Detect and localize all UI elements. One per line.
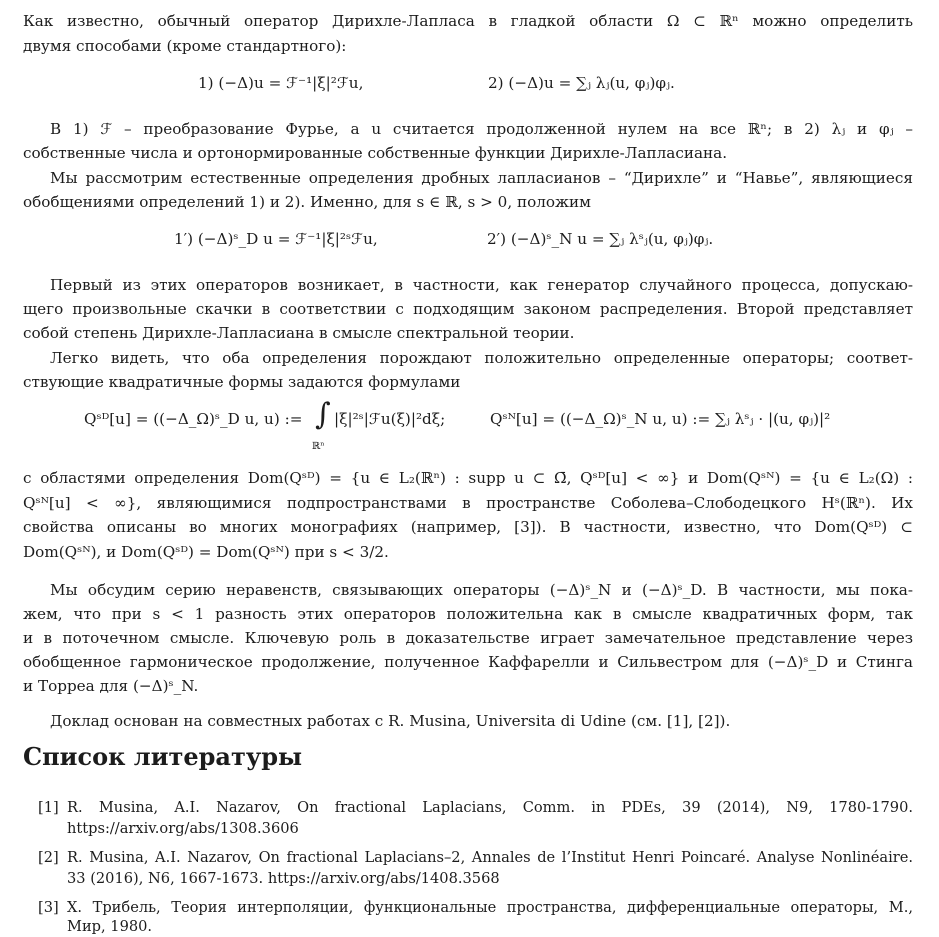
- reference-1-line-2: https://arxiv.org/abs/1308.3606: [67, 820, 299, 837]
- references-heading: Список литературы: [23, 742, 303, 771]
- paragraph-1-line-1: Как известно, обычный оператор Дирихле-Лапласа в гладкой области Ω ⊂ ℝⁿ можно определить: [23, 12, 913, 30]
- paragraph-7-line-1: Мы обсудим серию неравенств, связывающих операторы (−Δ)ˢ_N и (−Δ)ˢ_D. В частности, мы пока-: [50, 581, 913, 599]
- equation-1-right: 2) (−Δ)u = ∑ⱼ λⱼ(u, φⱼ)φⱼ.: [488, 74, 675, 92]
- paragraph-7-line-2: жем, что при s < 1 разность этих операторов положительна как в смысле квадратичных форм, так: [23, 605, 913, 623]
- paragraph-5-line-2: ствующие квадратичные формы задаются формулами: [23, 373, 461, 391]
- paragraph-6-line-3: свойства описаны во многих монографиях (например, [3]). В частности, известно, что Dom(Qˢᴰ) ⊂: [23, 518, 913, 536]
- paragraph-8-line-1: Доклад основан на совместных работах с R. Musina, Universita di Udine (см. [1], [2]).: [50, 712, 731, 730]
- paragraph-2-line-1: В 1) ℱ – преобразование Фурье, а u считается продолженной нулем на все ℝⁿ; в 2) λⱼ и φⱼ –: [50, 120, 913, 138]
- paragraph-4-line-2: щего произвольные скачки в соответствии с подходящим законом распределения. Второй представляет: [23, 300, 913, 318]
- reference-2-line-2: 33 (2016), N6, 1667-1673. https://arxiv.org/abs/1408.3568: [67, 870, 500, 887]
- reference-1-line-1: R. Musina, A.I. Nazarov, On fractional Laplacians, Comm. in PDEs, 39 (2014), N9, 1780-1790.: [67, 799, 913, 816]
- equation-1-left: 1) (−Δ)u = ℱ⁻¹|ξ|²ℱu,: [198, 74, 364, 92]
- reference-1-number: [1]: [38, 799, 59, 816]
- equation-3-integrand: |ξ|²ˢ|ℱu(ξ)|²dξ;: [334, 410, 446, 428]
- paragraph-6-line-1: с областями определения Dom(Qˢᴰ) = {u ∈ L₂(ℝⁿ) : supp u ⊂ Ω̄, Qˢᴰ[u] < ∞} и Dom(Qˢᴺ) = {u ∈ L₂(Ω) :: [23, 469, 913, 487]
- paragraph-2-line-2: собственные числа и ортонормированные собственные функции Дирихле-Лапласиана.: [23, 144, 728, 162]
- equation-2-right: 2′) (−Δ)ˢ_N u = ∑ⱼ λˢⱼ(u, φⱼ)φⱼ.: [487, 230, 714, 248]
- reference-3-line-1: Х. Трибель, Теория интерполяции, функциональные пространства, дифференциальные операторы, М.,: [67, 899, 913, 916]
- paragraph-4-line-3: собой степень Дирихле-Лапласиана в смысле спектральной теории.: [23, 324, 575, 342]
- paragraph-4-line-1: Первый из этих операторов возникает, в частности, как генератор случайного процесса, допускаю-: [50, 276, 913, 294]
- equation-2-left: 1′) (−Δ)ˢ_D u = ℱ⁻¹|ξ|²ˢℱu,: [174, 230, 378, 248]
- reference-2-number: [2]: [38, 849, 59, 866]
- equation-3-right: Qˢᴺ[u] = ((−Δ_Ω)ˢ_N u, u) := ∑ⱼ λˢⱼ · |(u, φⱼ)|²: [490, 410, 831, 428]
- paragraph-5-line-1: Легко видеть, что оба определения порождают положительно определенные операторы; соответ-: [50, 349, 913, 367]
- paragraph-3-line-1: Мы рассмотрим естественные определения дробных лапласианов – “Дирихле” и “Навье”, являющиеся: [50, 169, 913, 187]
- integral-sign: ∫: [315, 397, 331, 432]
- paragraph-7-line-4: обобщенное гармоническое продолжение, полученное Каффарелли и Сильвестром для (−Δ)ˢ_D и Стинга: [23, 653, 913, 671]
- paragraph-3-line-2: обобщениями определений 1) и 2). Именно, для s ∈ ℝ, s > 0, положим: [23, 193, 591, 211]
- paragraph-7-line-3: и в поточечном смысле. Ключевую роль в доказательстве играет замечательное представление через: [23, 629, 913, 647]
- paragraph-6-line-2: Qˢᴺ[u] < ∞}, являющимися подпространствами в пространстве Соболева–Слободецкого Hˢ(ℝⁿ). Их: [23, 494, 913, 512]
- integral-domain: ℝⁿ: [312, 441, 325, 452]
- paragraph-6-line-4: Dom(Qˢᴺ), и Dom(Qˢᴰ) = Dom(Qˢᴺ) при s < 3/2.: [23, 543, 389, 561]
- reference-3-number: [3]: [38, 899, 59, 916]
- reference-2-line-1: R. Musina, A.I. Nazarov, On fractional Laplacians–2, Annales de l’Institut Henri Poincaré. Analyse Nonlinéaire.: [67, 849, 913, 866]
- equation-3-left: Qˢᴰ[u] = ((−Δ_Ω)ˢ_D u, u) :=: [84, 410, 303, 428]
- reference-3-line-2: Мир, 1980.: [67, 918, 153, 935]
- paragraph-1-line-2: двумя способами (кроме стандартного):: [23, 37, 347, 55]
- paragraph-7-line-5: и Торреа для (−Δ)ˢ_N.: [23, 677, 199, 695]
